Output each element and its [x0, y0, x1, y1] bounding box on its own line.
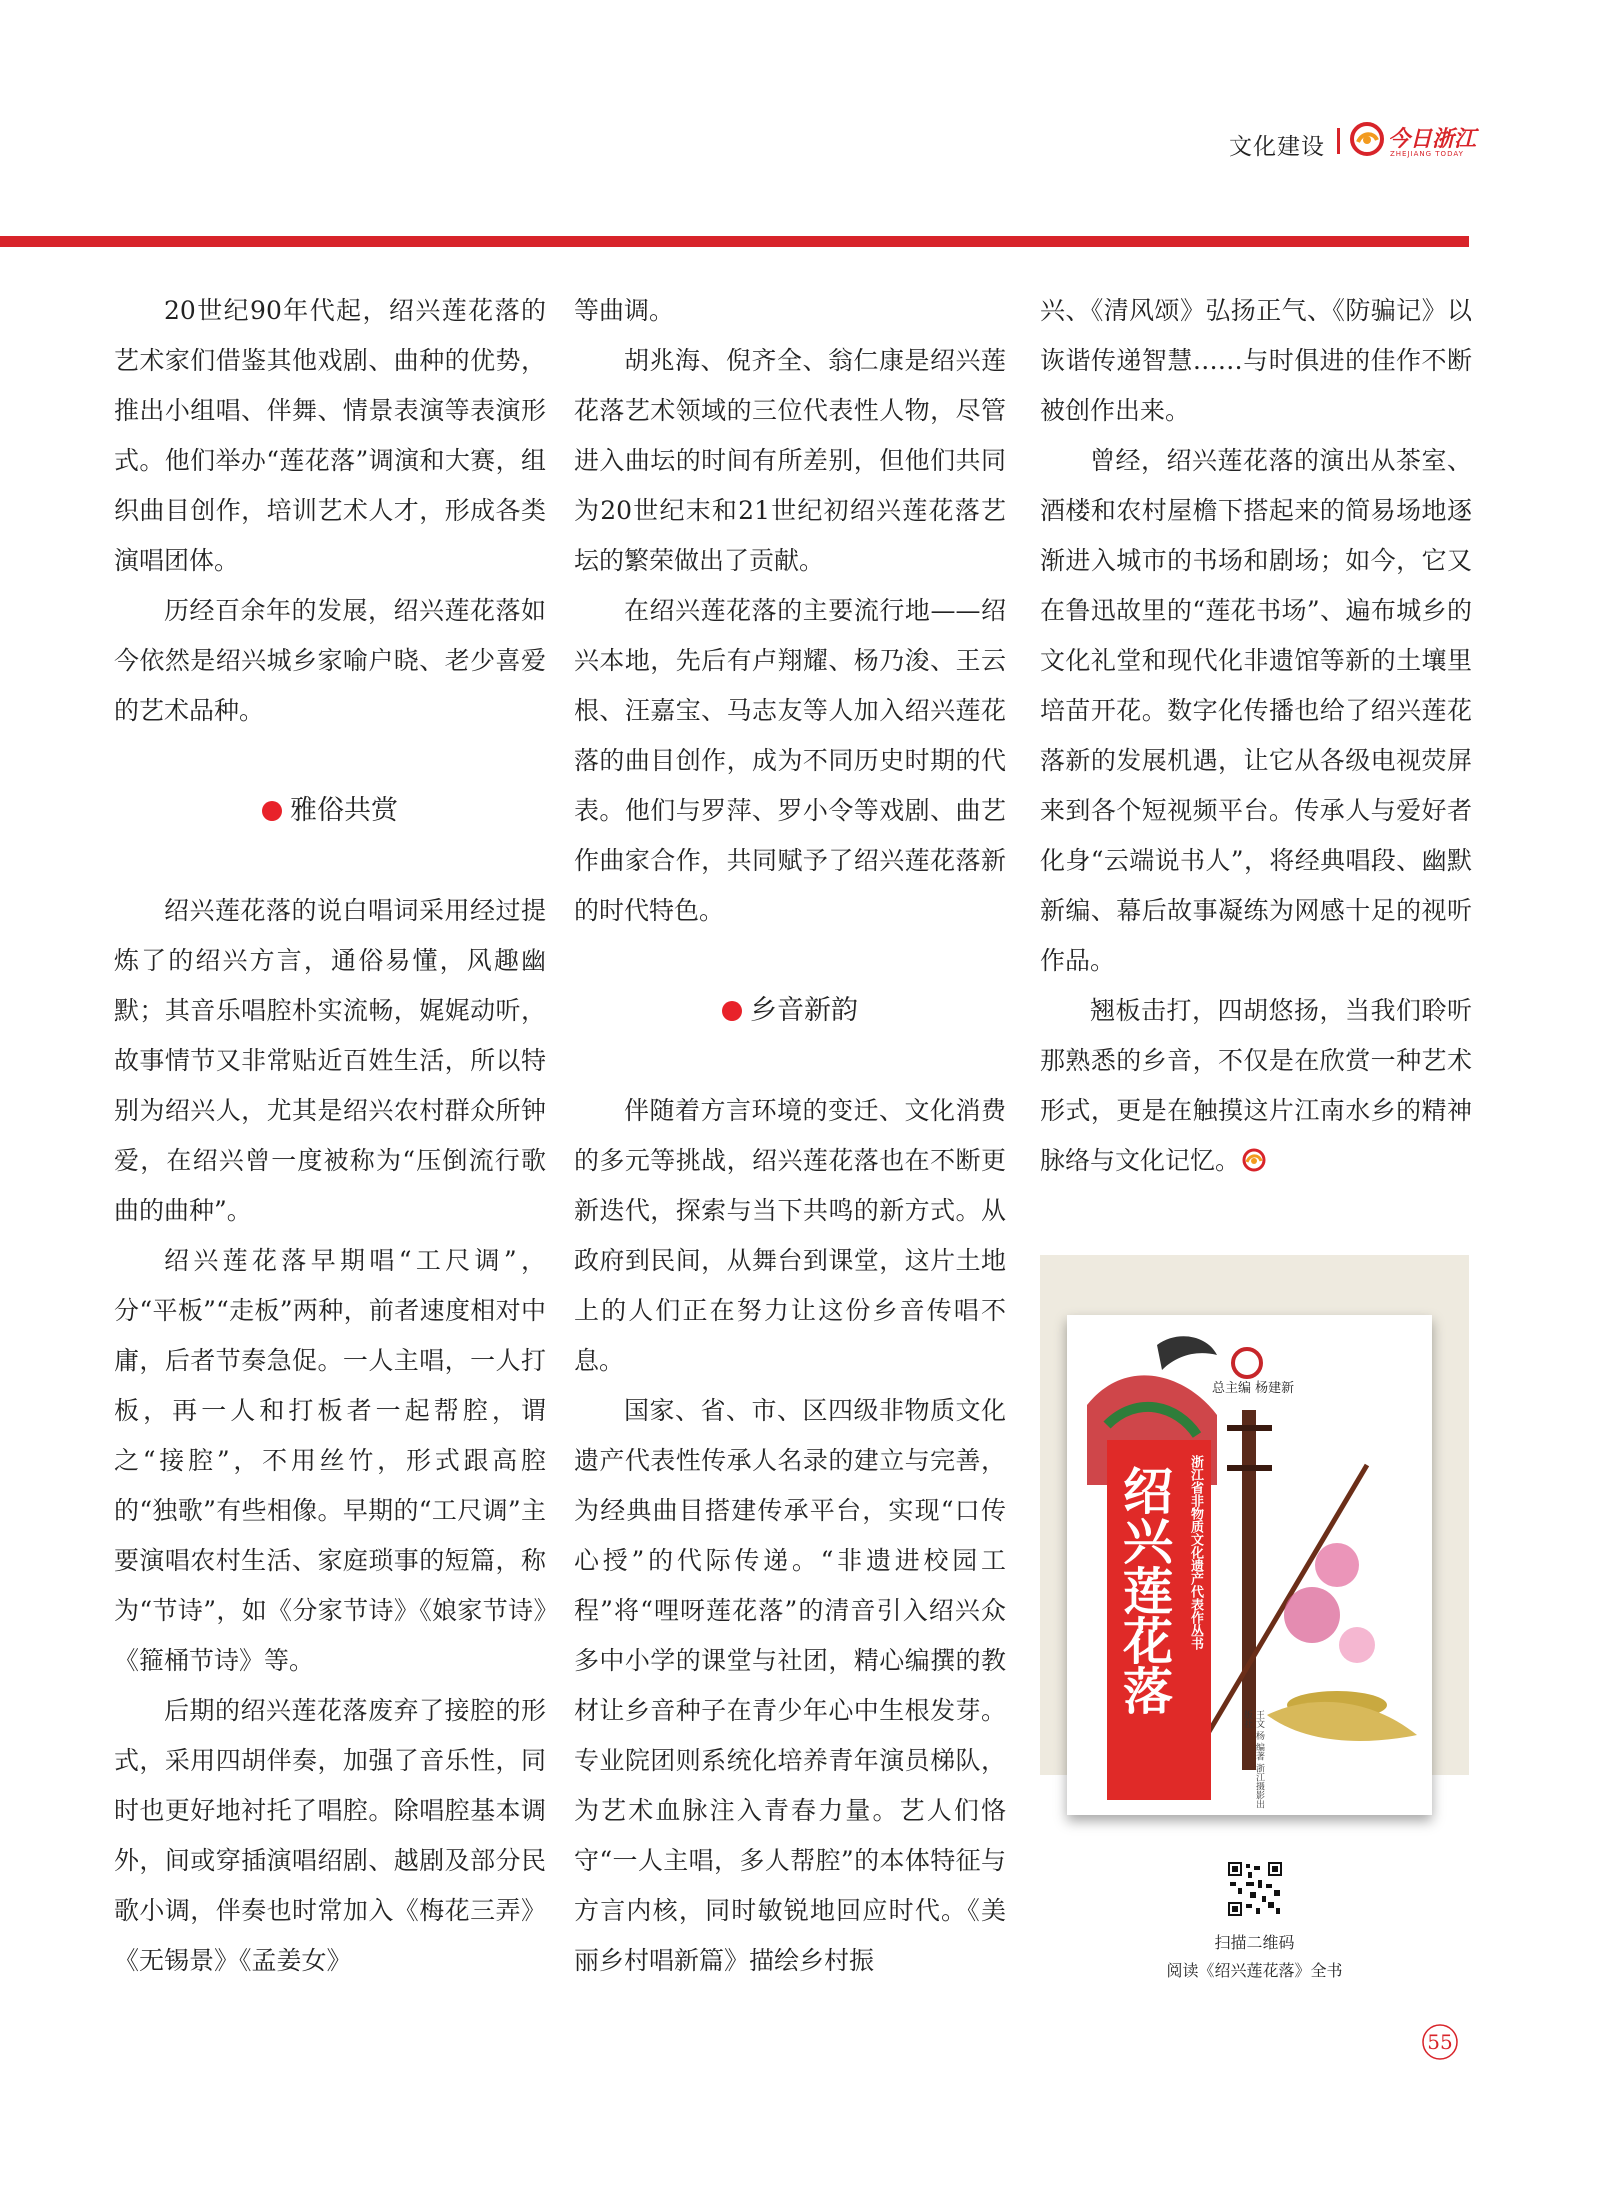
book-cover-image [1067, 1315, 1432, 1815]
paragraph: 后期的绍兴莲花落废弃了接腔的形式，采用四胡伴奏，加强了音乐性，同时也更好地衬托了唱腔。除唱腔基本调外，间或穿插演唱绍剧、越剧及部分民歌小调，伴奏也时常加入《梅花三弄》《无锡景》《孟姜女》 [114, 1696, 546, 1975]
logo-swirl-icon [1350, 122, 1384, 156]
paragraph: 国家、省、市、区四级非物质文化遗产代表性传承人名录的建立与完善，为经典曲目搭建传承平台，实现“口传心授”的代际传递。“非遗进校园工程”将“哩呀莲花落”的清音引入绍兴众多中小学的课堂与社团，精心编撰的教材让乡音种子在青少年心中生根发芽。专业院团则系统化培养青年演员梯队，为艺术血脉注入青春力量。艺人们恪守“一人主唱，多人帮腔”的本体特征与方言内核，同时敏锐地回应时代。《美丽乡村唱新篇》描绘乡村振 [574, 1396, 1006, 1975]
book-editor: 总主编 杨建新 [1212, 1381, 1295, 1396]
paragraph: 胡兆海、倪齐全、翁仁康是绍兴莲花落艺术领域的三位代表性人物，尽管进入曲坛的时间有所差别，但他们共同为20世纪末和21世纪初绍兴莲花落艺坛的繁荣做出了贡献。 [574, 346, 1006, 575]
article-column-1 [114, 286, 546, 1986]
page-number-text: 55 [1427, 2030, 1453, 2054]
header-divider [1337, 128, 1340, 154]
book-publisher: 王文 杨 编著 浙江摄影出版社 [1242, 1710, 1264, 1809]
end-mark-icon [1242, 1148, 1266, 1172]
page-header [0, 0, 1600, 245]
red-dot-icon [722, 1001, 742, 1021]
page-number [1420, 2022, 1460, 2062]
section-label: 文化建设 [1229, 134, 1325, 160]
article-column-2 [574, 286, 1006, 1986]
paragraph: 历经百余年的发展，绍兴莲花落如今依然是绍兴城乡家喻户晓、老少喜爱的艺术品种。 [114, 596, 546, 725]
magazine-logo [1350, 120, 1476, 164]
paragraph: 绍兴莲花落早期唱“工尺调”，分“平板”“走板”两种，前者速度相对中庸，后者节奏急促。一人主唱，一人打板，再一人和打板者一起帮腔，谓之“接腔”，不用丝竹，形式跟高腔的“独歌”有些相像。早期的“工尺调”主要演唱农村生活、家庭琐事的短篇，称为“节诗”，如《分家节诗》《娘家节诗》《箍桶节诗》等。 [114, 1246, 546, 1675]
paragraph: 在绍兴莲花落的主要流行地——绍兴本地，先后有卢翔耀、杨乃浚、王云根、汪嘉宝、马志友等人加入绍兴莲花落的曲目创作，成为不同历史时期的代表。他们与罗萍、罗小令等戏剧、曲艺作曲家合作，共同赋予了绍兴莲花落新的时代特色。 [574, 596, 1006, 925]
header-red-rule [0, 236, 1469, 247]
logo-subtitle: ZHEJIANG TODAY [1390, 150, 1464, 158]
section-heading-text: 乡音新韵 [750, 995, 858, 1026]
book-title: 绍兴莲花落 [1115, 1465, 1173, 1715]
paragraph: 曾经，绍兴莲花落的演出从茶室、酒楼和农村屋檐下搭起来的简易场地逐渐进入城市的书场和剧场；如今，它又在鲁迅故里的“莲花书场”、遍布城乡的文化礼堂和现代化非遗馆等新的土壤里培苗开花。数字化传播也给了绍兴莲花落新的发展机遇，让它从各级电视荧屏来到各个短视频平台。传承人与爱好者化身“云端说书人”，将经典唱段、幽默新编、幕后故事凝练为网感十足的视听作品。 [1040, 446, 1472, 975]
paragraph-continued: 等曲调。 [574, 296, 675, 325]
section-heading-text: 雅俗共赏 [290, 795, 398, 826]
book-promo-panel [1040, 1255, 1469, 1980]
logo-wordmark: 今日浙江 [1388, 126, 1477, 152]
red-dot-icon [262, 801, 282, 821]
qr-code-icon[interactable] [1226, 1860, 1284, 1918]
paragraph: 绍兴莲花落的说白唱词采用经过提炼了的绍兴方言，通俗易懂，风趣幽默；其音乐唱腔朴实流畅，娓娓动听，故事情节又非常贴近百姓生活，所以特别为绍兴人，尤其是绍兴农村群众所钟爱，在绍兴曾一度被称为“压倒流行歌曲的曲种”。 [114, 896, 546, 1225]
section-heading [574, 961, 1006, 1061]
qr-caption: 阅读《绍兴莲花落》全书 [1166, 1961, 1343, 1980]
paragraph: 20世纪90年代起，绍兴莲花落的艺术家们借鉴其他戏剧、曲种的优势，推出小组唱、伴舞、情景表演等表演形式。他们举办“莲花落”调演和大赛，组织曲目创作，培训艺术人才，形成各类演唱团体。 [114, 296, 546, 575]
article-column-3 [1040, 286, 1472, 1186]
book-series: 浙江省非物质文化遗产代表作丛书 [1188, 1455, 1203, 1650]
paragraph-continued: 兴、《清风颂》弘扬正气、《防骗记》以诙谐传递智慧……与时俱进的佳作不断被创作出来。 [1040, 296, 1472, 425]
paragraph [1040, 986, 1472, 1186]
paragraph: 伴随着方言环境的变迁、文化消费的多元等挑战，绍兴莲花落也在不断更新迭代，探索与当下共鸣的新方式。从政府到民间，从舞台到课堂，这片土地上的人们正在努力让这份乡音传唱不息。 [574, 1096, 1006, 1375]
closing-text: 翘板击打，四胡悠扬，当我们聆听那熟悉的乡音，不仅是在欣赏一种艺术形式，更是在触摸这片江南水乡的精神脉络与文化记忆。 [1040, 996, 1472, 1175]
qr-caption: 扫描二维码 [1214, 1933, 1295, 1952]
section-heading [114, 761, 546, 861]
